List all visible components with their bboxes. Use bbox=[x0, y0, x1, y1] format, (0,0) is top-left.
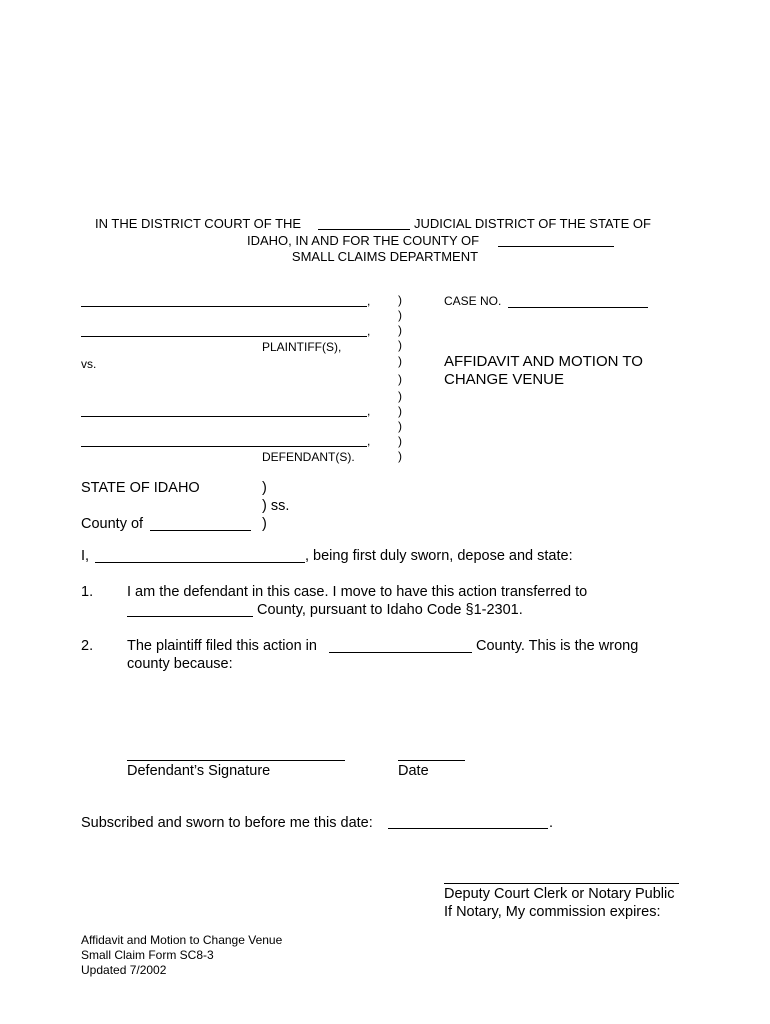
notary-line1: Deputy Court Clerk or Notary Public bbox=[444, 886, 675, 902]
header-line1-left: IN THE DISTRICT COURT OF THE bbox=[95, 216, 302, 231]
item-2-line1-prefix: The plaintiff filed this action in bbox=[127, 638, 317, 654]
venue-county-blank[interactable] bbox=[150, 530, 251, 531]
venue-paren: ) bbox=[262, 516, 267, 532]
caption-paren: ) bbox=[398, 389, 402, 403]
document-title-line2: CHANGE VENUE bbox=[444, 371, 565, 388]
notary-signature-line[interactable] bbox=[444, 883, 679, 884]
defendant-signature-label: Defendant’s Signature bbox=[127, 763, 271, 779]
defendant-name-line-1[interactable] bbox=[81, 416, 367, 417]
header-line1-right: JUDICIAL DISTRICT OF THE STATE OF bbox=[414, 216, 651, 231]
caption-paren: ) bbox=[398, 434, 402, 448]
county-blank[interactable] bbox=[498, 246, 614, 247]
oath-prefix: I, bbox=[81, 548, 90, 564]
item-2-line2: county because: bbox=[127, 656, 233, 672]
caption-paren: ) bbox=[398, 419, 402, 433]
caption-paren: ) bbox=[398, 372, 402, 386]
defendants-label: DEFENDANT(S). bbox=[262, 450, 355, 464]
oath-suffix: , being first duly sworn, depose and state: bbox=[305, 548, 573, 564]
comma: , bbox=[367, 324, 371, 338]
footer-line1: Affidavit and Motion to Change Venue bbox=[81, 933, 283, 947]
plaintiffs-label: PLAINTIFF(S), bbox=[262, 340, 342, 354]
item-1-line1: I am the defendant in this case. I move to have this action transferred to bbox=[127, 584, 588, 600]
caption-paren: ) bbox=[398, 338, 402, 352]
venue-paren: ) bbox=[262, 480, 267, 496]
item-number: 2. bbox=[81, 638, 94, 654]
item-1-line2: County, pursuant to Idaho Code §1-2301. bbox=[257, 602, 523, 618]
item-number: 1. bbox=[81, 584, 94, 600]
state-of-idaho: STATE OF IDAHO bbox=[81, 480, 200, 496]
caption-paren: ) bbox=[398, 293, 402, 307]
caption-paren: ) bbox=[398, 323, 402, 337]
plaintiff-name-line-2[interactable] bbox=[81, 336, 367, 337]
vs-label: vs. bbox=[81, 357, 97, 371]
caption-paren: ) bbox=[398, 308, 402, 322]
date-label: Date bbox=[398, 763, 429, 779]
comma: , bbox=[367, 404, 371, 418]
caption-paren: ) bbox=[398, 354, 402, 368]
notary-line2: If Notary, My commission expires: bbox=[444, 904, 661, 920]
filed-county-blank[interactable] bbox=[329, 652, 472, 653]
judicial-district-blank[interactable] bbox=[318, 229, 410, 230]
footer-line3: Updated 7/2002 bbox=[81, 963, 167, 977]
defendant-signature-line[interactable] bbox=[127, 760, 345, 761]
defendant-name-line-2[interactable] bbox=[81, 446, 367, 447]
document-title-line1: AFFIDAVIT AND MOTION TO bbox=[444, 353, 643, 370]
plaintiff-name-line-1[interactable] bbox=[81, 306, 367, 307]
transfer-county-blank[interactable] bbox=[127, 616, 253, 617]
case-no-blank[interactable] bbox=[508, 307, 648, 308]
subscribed-text: Subscribed and sworn to before me this date: bbox=[81, 815, 373, 831]
caption-paren: ) bbox=[398, 449, 402, 463]
case-no-label: CASE NO. bbox=[444, 294, 502, 308]
comma: , bbox=[367, 294, 371, 308]
county-of-label: County of bbox=[81, 516, 144, 532]
footer-line2: Small Claim Form SC8-3 bbox=[81, 948, 214, 962]
affiant-name-blank[interactable] bbox=[95, 562, 305, 563]
comma: , bbox=[367, 434, 371, 448]
date-line[interactable] bbox=[398, 760, 465, 761]
caption-paren: ) bbox=[398, 404, 402, 418]
item-2-line1-suffix: County. This is the wrong bbox=[476, 638, 639, 654]
header-line2: IDAHO, IN AND FOR THE COUNTY OF bbox=[247, 233, 480, 248]
subscribed-end: . bbox=[549, 815, 554, 831]
sworn-date-blank[interactable] bbox=[388, 828, 548, 829]
header-line3: SMALL CLAIMS DEPARTMENT bbox=[291, 249, 479, 264]
ss-label: ) ss. bbox=[262, 498, 290, 514]
